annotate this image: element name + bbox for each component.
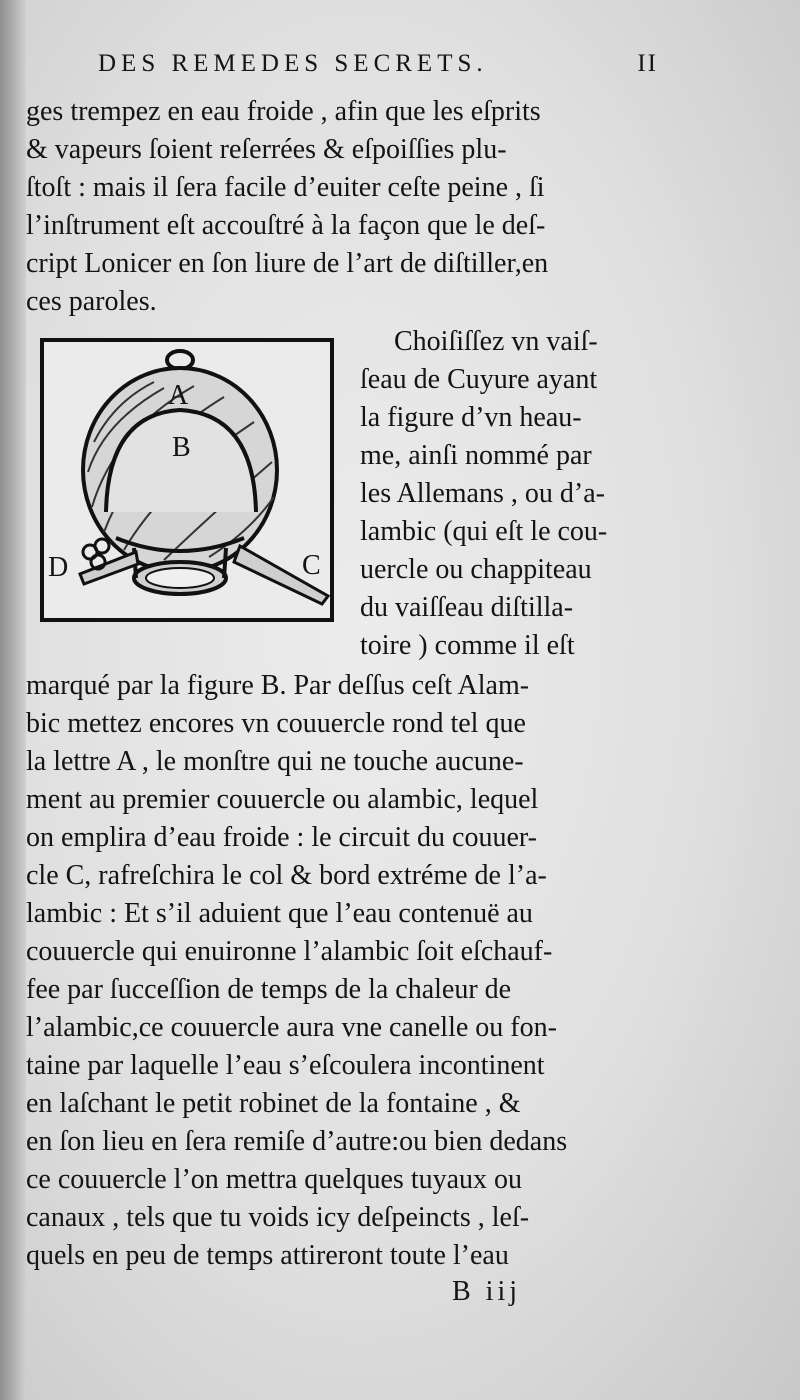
text-line: la lettre A , le monſtre qui ne touche aucune-	[26, 746, 524, 777]
text-line: couuercle qui enuironne l’alambic ſoit eſchauf-	[26, 936, 553, 967]
text-line: marqué par la figure B. Par deſſus ceſt Alam-	[26, 670, 530, 701]
text-line: ges trempez en eau froide , afin que les eſprits	[26, 96, 541, 127]
text-line: uercle ou chappiteau	[360, 554, 592, 585]
text-line: Choiſiſſez vn vaiſ-	[394, 326, 598, 357]
text-line: toire ) comme il eſt	[360, 630, 575, 661]
text-line: taine par laquelle l’eau s’eſcoulera incontinent	[26, 1050, 545, 1081]
alembic-woodcut-figure	[40, 338, 334, 622]
page-number: II	[637, 50, 658, 77]
text-line: cript Lonicer en ſon liure de l’art de diſtiller,en	[26, 248, 549, 279]
text-line: quels en peu de temps attireront toute l’eau	[26, 1240, 509, 1271]
text-line: bic mettez encores vn couuercle rond tel que	[26, 708, 526, 739]
text-line: l’alambic,ce couuercle aura vne canelle ou fon-	[26, 1012, 557, 1043]
text-line: l’inſtrument eſt accouſtré à la façon que le deſ-	[26, 210, 546, 241]
text-line: ce couuercle l’on mettra quelques tuyaux ou	[26, 1164, 523, 1195]
figure-label-a: A	[168, 380, 189, 411]
text-line: les Allemans , ou d’a-	[360, 478, 605, 509]
text-line: ſtoſt : mais il ſera facile d’euiter ceſte peine , ſi	[26, 172, 545, 203]
text-line: la figure d’vn heau-	[360, 402, 582, 433]
signature-mark: B iij	[452, 1276, 522, 1307]
figure-label-c: C	[302, 550, 321, 581]
text-line: cle C, rafreſchira le col & bord extréme de l’a-	[26, 860, 547, 891]
text-line: lambic : Et s’il aduient que l’eau contenuë au	[26, 898, 533, 929]
text-line: fee par ſucceſſion de temps de la chaleur de	[26, 974, 512, 1005]
text-line: & vapeurs ſoient reſerrées & eſpoiſſies plu-	[26, 134, 507, 165]
running-title: DES REMEDES SECRETS.	[98, 50, 488, 77]
page-header	[98, 50, 658, 86]
text-line: en laſchant le petit robinet de la fontaine , &	[26, 1088, 521, 1119]
text-line: du vaiſſeau diſtilla-	[360, 592, 574, 623]
text-line: lambic (qui eſt le cou-	[360, 516, 608, 547]
text-line: on emplira d’eau froide : le circuit du couuer-	[26, 822, 537, 853]
figure-label-b: B	[172, 432, 191, 463]
text-line: me, ainſi nommé par	[360, 440, 592, 471]
text-line: ſeau de Cuyure ayant	[360, 364, 598, 395]
text-line: canaux , tels que tu voids icy deſpeincts , leſ-	[26, 1202, 530, 1233]
page-gutter-shadow	[0, 0, 26, 1400]
text-line: ment au premier couuercle ou alambic, lequel	[26, 784, 539, 815]
text-line: ces paroles.	[26, 286, 157, 317]
text-line: en ſon lieu en ſera remiſe d’autre:ou bien dedans	[26, 1126, 568, 1157]
figure-label-d: D	[48, 552, 69, 583]
